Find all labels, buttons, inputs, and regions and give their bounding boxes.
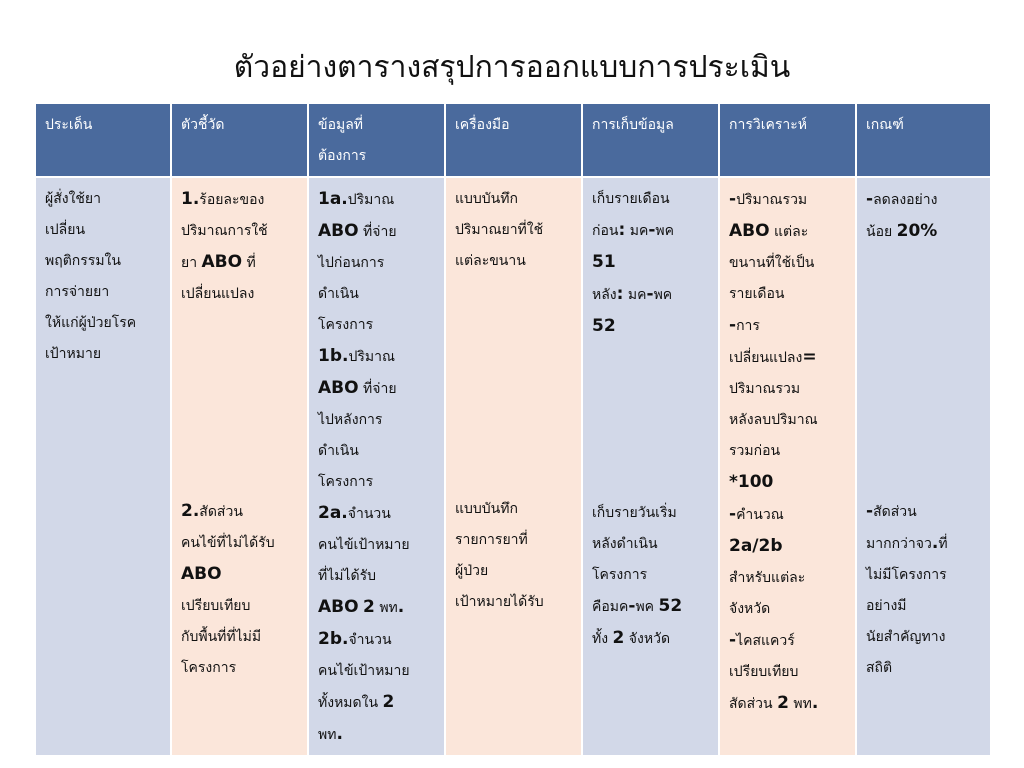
cell-line: ABO ที่จ่าย xyxy=(318,221,397,241)
cell-line: 51 xyxy=(592,252,616,272)
cell-line: -ลดลงอย่าง xyxy=(866,189,938,209)
cell-line: หลังดำเนิน xyxy=(592,536,658,552)
tool-1 xyxy=(455,184,572,277)
cell-line: แต่ละขนาน xyxy=(455,253,526,269)
cell-line: อย่างมี xyxy=(866,598,907,614)
header-criteria: เกณฑ์ xyxy=(856,103,991,177)
cell-line: สำหรับแต่ละ xyxy=(729,570,806,586)
cell-line: 2a/2b xyxy=(729,536,783,556)
cell-line: โครงการ xyxy=(318,317,374,333)
cell-line: การจ่ายยา xyxy=(45,284,110,300)
cell-line: คือมค-พค 52 xyxy=(592,596,683,616)
slide-title: ตัวอย่างตารางสรุปการออกแบบการประเมิน xyxy=(233,50,791,85)
cell-line: ปริมาณรวม xyxy=(729,381,801,397)
cell-line: แบบบันทึก xyxy=(455,501,518,517)
cell-line: รายเดือน xyxy=(729,286,785,302)
cell-line: เปลี่ยนแปลง= xyxy=(729,347,817,367)
cell-line: ผู้ป่วย xyxy=(455,563,489,579)
analysis-1 xyxy=(729,184,846,499)
cell-line: 52 xyxy=(592,316,616,336)
cell-line: -การ xyxy=(729,315,760,335)
cell-line: โครงการ xyxy=(592,567,648,583)
cell-line: ปริมาณการใช้ xyxy=(181,223,268,239)
criteria-2 xyxy=(866,496,981,684)
cell-line: -สัดส่วน xyxy=(866,501,917,521)
cell-line: ให้แก่ผู้ป่วยโรค xyxy=(45,315,137,331)
cell-line: ก่อน: มค-พค xyxy=(592,220,674,240)
header-data-needed: ข้อมูลที่ต้องการ xyxy=(308,103,445,177)
cell-line: 1a.ปริมาณ xyxy=(318,189,395,209)
cell-line: ไปก่อนการ xyxy=(318,255,385,271)
cell-line: คนไข้เป้าหมาย xyxy=(318,537,410,553)
issue-text xyxy=(45,184,161,370)
cell-line: 2a.จำนวน xyxy=(318,503,391,523)
cell-line: ดำเนิน xyxy=(318,286,359,302)
cell-line: ยา ABO ที่ xyxy=(181,252,256,272)
cell-line: นัยสำคัญทาง xyxy=(866,629,946,645)
cell-line: -ไคสแควร์ xyxy=(729,630,795,650)
analysis-2 xyxy=(729,499,846,720)
cell-line: หลังลบปริมาณ xyxy=(729,412,818,428)
cell-line: ABO แต่ละ xyxy=(729,221,809,241)
cell-line: เป้าหมายได้รับ xyxy=(455,594,544,610)
cell-data-needed xyxy=(308,177,445,756)
criteria-1 xyxy=(866,184,981,248)
cell-line: ABO ที่จ่าย xyxy=(318,378,397,398)
header-issue: ประเด็น xyxy=(35,103,171,177)
cell-issue xyxy=(35,177,171,756)
cell-line: รวมก่อน xyxy=(729,443,781,459)
data-needed-2 xyxy=(318,498,435,751)
header-indicator: ตัวชี้วัด xyxy=(171,103,308,177)
cell-line: 2.สัดส่วน xyxy=(181,501,243,521)
table-header-row xyxy=(35,103,991,177)
cell-line: พท. xyxy=(318,724,343,744)
cell-tools xyxy=(445,177,582,756)
collection-1 xyxy=(592,184,709,343)
cell-line: เปลี่ยน xyxy=(45,222,86,238)
cell-criteria xyxy=(856,177,991,756)
cell-line: เก็บรายเดือน xyxy=(592,191,670,207)
cell-line: ABO xyxy=(181,564,222,584)
cell-line: แบบบันทึก xyxy=(455,191,518,207)
cell-line: โครงการ xyxy=(318,474,374,490)
table-row xyxy=(35,177,991,756)
cell-line: เปลี่ยนแปลง xyxy=(181,286,255,302)
cell-line: ทั้งหมดใน 2 xyxy=(318,692,395,712)
cell-line: คนไข้ที่ไม่ได้รับ xyxy=(181,535,275,551)
cell-line: 1.ร้อยละของ xyxy=(181,189,265,209)
cell-line: เปรียบเทียบ xyxy=(181,598,251,614)
tool-2 xyxy=(455,494,572,618)
cell-line: *100 xyxy=(729,472,774,492)
cell-analysis xyxy=(719,177,856,756)
cell-line: -คำนวณ xyxy=(729,504,784,524)
cell-line: ไม่มีโครงการ xyxy=(866,567,947,583)
header-collection: การเก็บข้อมูล xyxy=(582,103,719,177)
data-needed-1 xyxy=(318,184,435,498)
indicator-1 xyxy=(181,184,298,310)
cell-line: สัดส่วน 2 พท. xyxy=(729,693,819,713)
cell-line: มากกว่าจว.ที่ xyxy=(866,533,948,553)
cell-collection xyxy=(582,177,719,756)
cell-line: เป้าหมาย xyxy=(45,346,102,362)
cell-indicators xyxy=(171,177,308,756)
cell-line: ไปหลังการ xyxy=(318,412,383,428)
cell-line: รายการยาที่ xyxy=(455,532,528,548)
cell-line: 1b.ปริมาณ xyxy=(318,346,395,366)
cell-line: หลัง: มค-พค xyxy=(592,284,673,304)
evaluation-design-table xyxy=(34,102,992,757)
cell-line: ทั้ง 2 จังหวัด xyxy=(592,628,671,648)
cell-line: โครงการ xyxy=(181,660,237,676)
cell-line: น้อย 20% xyxy=(866,221,938,241)
cell-line: สถิติ xyxy=(866,660,893,676)
cell-line: เปรียบเทียบ xyxy=(729,664,799,680)
cell-line: ABO 2 พท. xyxy=(318,597,405,617)
cell-line: 2b.จำนวน xyxy=(318,629,392,649)
cell-line: ดำเนิน xyxy=(318,443,359,459)
cell-line: ปริมาณยาที่ใช้ xyxy=(455,222,544,238)
collection-2 xyxy=(592,498,709,655)
cell-line: คนไข้เป้าหมาย xyxy=(318,663,410,679)
cell-line: ผู้สั่งใช้ยา xyxy=(45,191,101,207)
cell-line: -ปริมาณรวม xyxy=(729,189,808,209)
cell-line: จังหวัด xyxy=(729,601,771,617)
header-analysis: การวิเคราะห์ xyxy=(719,103,856,177)
cell-line: ขนานที่ใช้เป็น xyxy=(729,255,815,271)
cell-line: พฤติกรรมใน xyxy=(45,253,121,269)
cell-line: ที่ไม่ได้รับ xyxy=(318,568,377,584)
header-tools: เครื่องมือ xyxy=(445,103,582,177)
cell-line: กับพื้นที่ที่ไม่มี xyxy=(181,629,262,645)
cell-line: เก็บรายวันเริ่ม xyxy=(592,505,677,521)
indicator-2 xyxy=(181,496,298,684)
